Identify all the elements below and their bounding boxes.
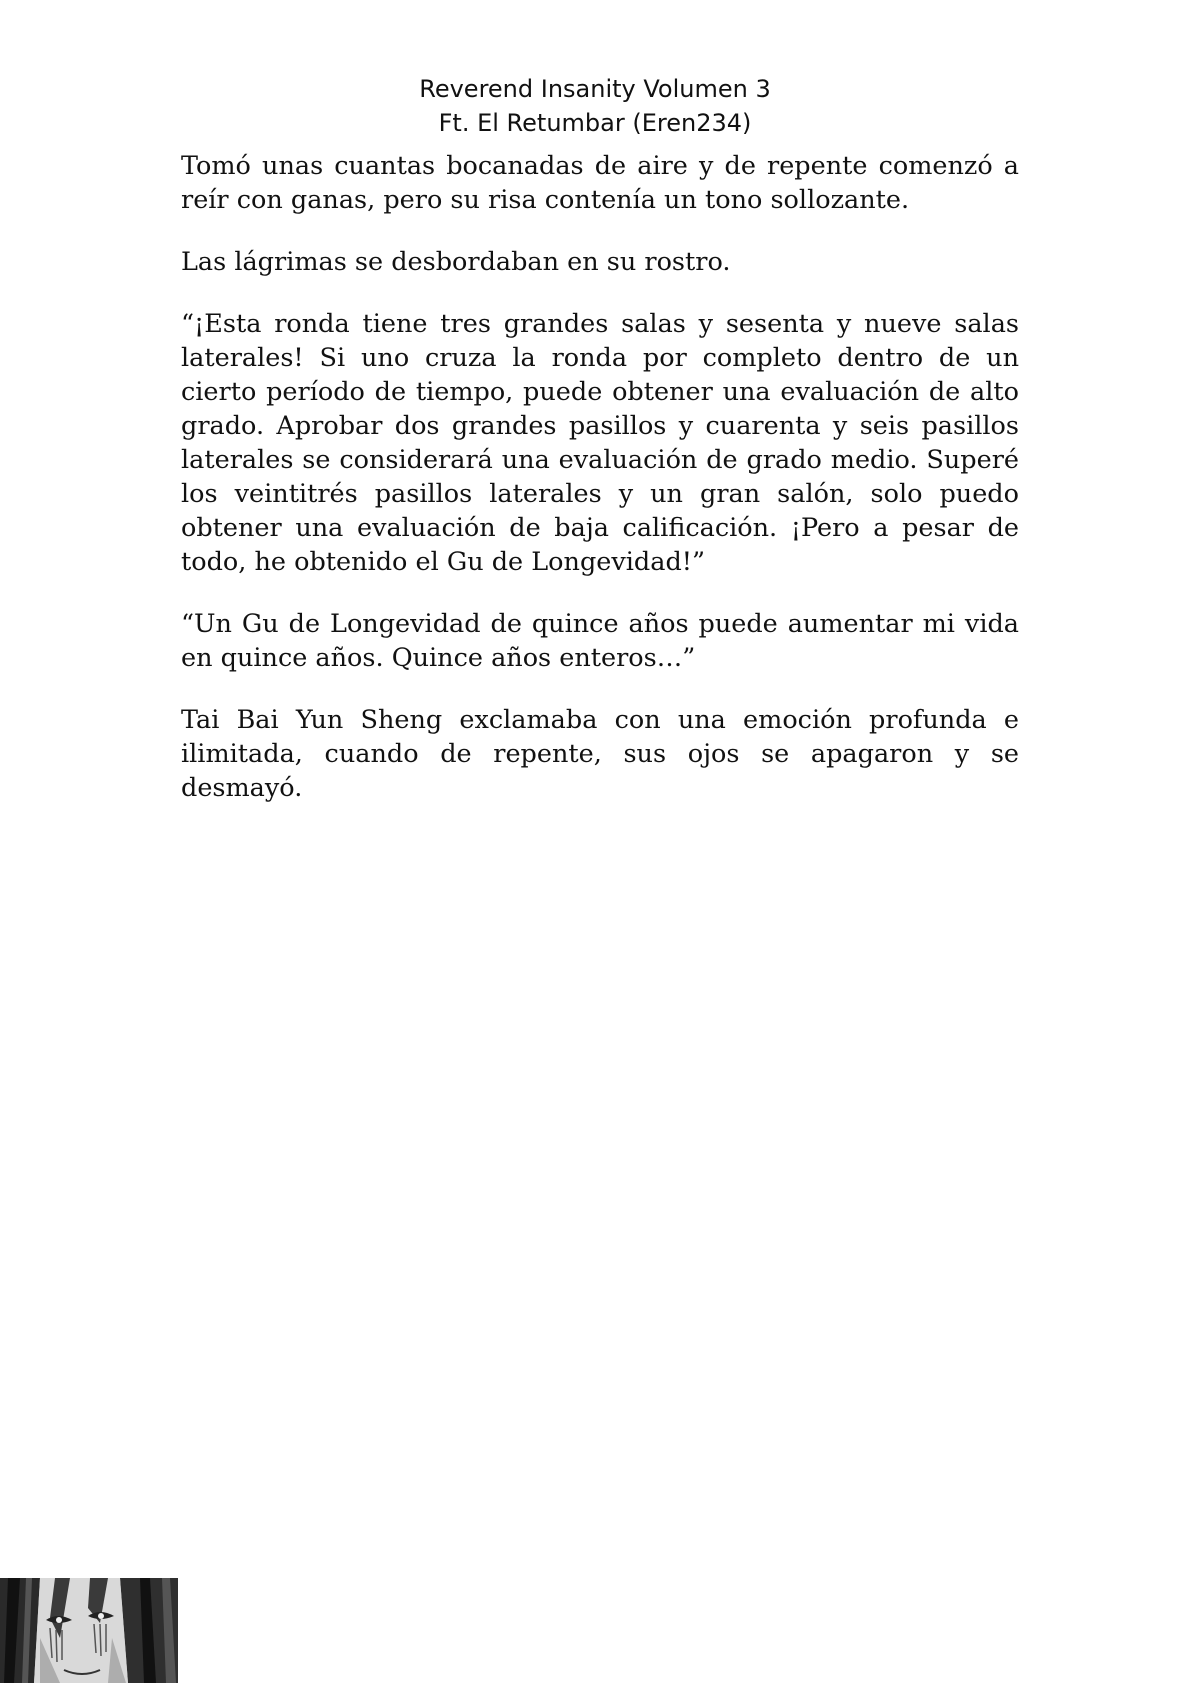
page-header xyxy=(0,72,1190,140)
paragraph-5: Tai Bai Yun Sheng exclamaba con una emoción profunda e ilimitada, cuando de repente, sus ojos se apagaron y se desmayó. xyxy=(181,705,1019,803)
paragraph-2: Las lágrimas se desbordaban en su rostro. xyxy=(181,247,731,277)
header-subtitle: Ft. El Retumbar (Eren234) xyxy=(438,109,752,137)
paragraph-3: “¡Esta ronda tiene tres grandes salas y sesenta y nueve salas laterales! Si uno cruza la ronda por completo dentro de un cierto período de tiempo, puede obtener una evaluación de alto grado. Aprobar dos grandes pasillos y cuarenta y seis pasillos laterales se considerará una evaluación de grado medio. Superé los veintitrés pasillos laterales y un gran salón, solo puedo obtener una evaluación de baja calificación. ¡Pero a pesar de todo, he obtenido el Gu de Longevidad!” xyxy=(181,309,1019,577)
corner-illustration xyxy=(0,1578,178,1683)
paragraph-4: “Un Gu de Longevidad de quince años puede aumentar mi vida en quince años. Quince años enteros…” xyxy=(181,609,1019,673)
body-text xyxy=(181,149,1019,833)
header-title: Reverend Insanity Volumen 3 xyxy=(419,75,771,103)
paragraph-1: Tomó unas cuantas bocanadas de aire y de repente comenzó a reír con ganas, pero su risa contenía un tono sollozante. xyxy=(181,151,1019,215)
